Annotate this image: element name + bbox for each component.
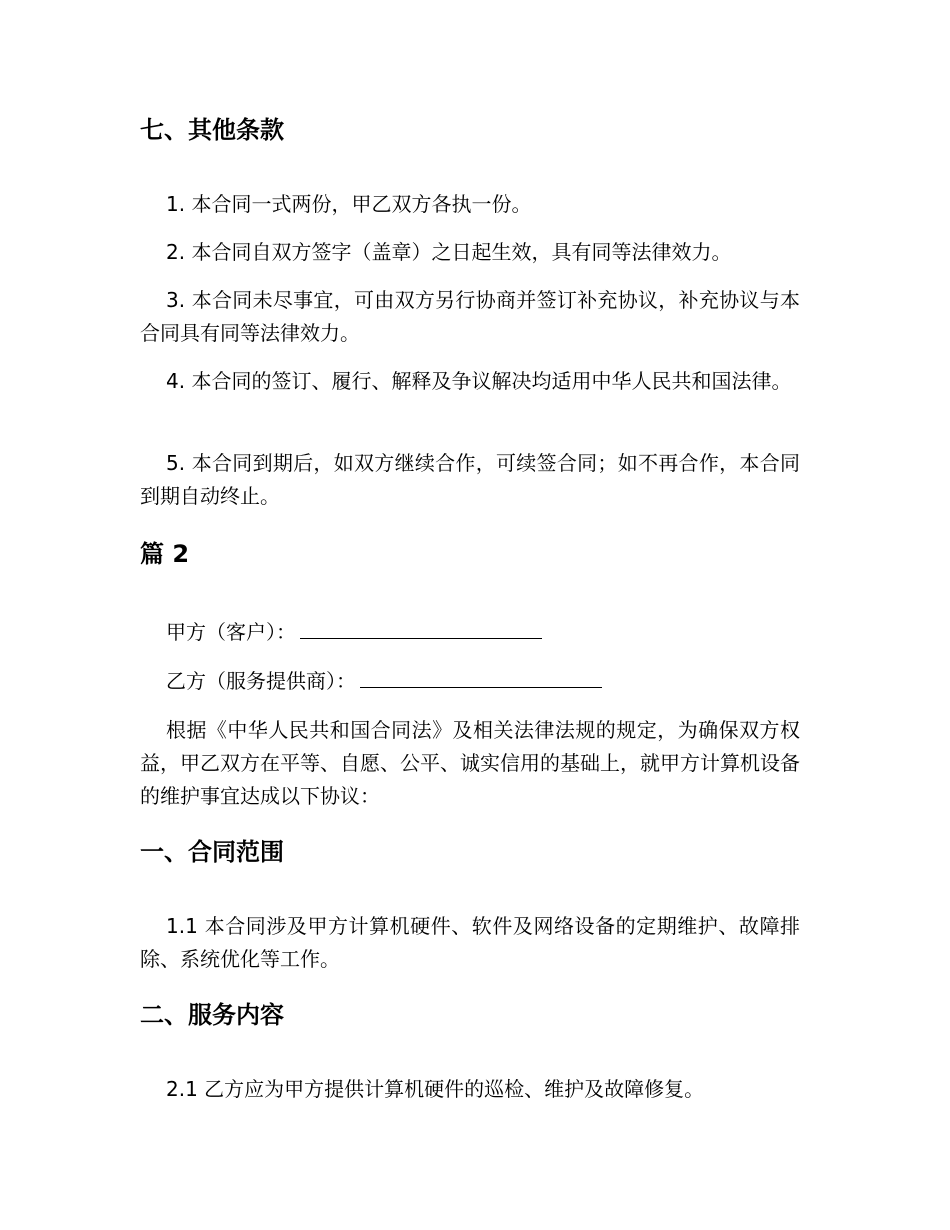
clause-7-2: 2. 本合同自双方签字（盖章）之日起生效，具有同等法律效力。 xyxy=(166,240,732,264)
part-2-heading: 篇 2 xyxy=(140,540,190,568)
party-b-line xyxy=(140,665,800,698)
clause-1-1: 1.1 本合同涉及甲方计算机硬件、软件及网络设备的定期维护、故障排除、系统优化等工作。 xyxy=(140,914,800,971)
clause-7-1: 1. 本合同一式两份，甲乙双方各执一份。 xyxy=(166,192,532,216)
party-b-blank-field xyxy=(360,667,602,688)
section-heading-other-terms: 七、其他条款 xyxy=(140,116,284,144)
party-a-blank-field xyxy=(300,618,542,639)
section-heading-services: 二、服务内容 xyxy=(140,1001,284,1029)
intro-paragraph: 根据《中华人民共和国合同法》及相关法律法规的规定，为确保双方权益，甲乙双方在平等、自愿、公平、诚实信用的基础上，就甲方计算机设备的维护事宜达成以下协议： xyxy=(140,718,800,808)
clause-7-5: 5. 本合同到期后，如双方继续合作，可续签合同；如不再合作，本合同到期自动终止。 xyxy=(140,451,800,508)
party-b-label: 乙方（服务提供商）： xyxy=(166,669,356,693)
clause-7-3: 3. 本合同未尽事宜，可由双方另行协商并签订补充协议，补充协议与本合同具有同等法律效力。 xyxy=(140,288,800,345)
party-a-label: 甲方（客户）： xyxy=(166,620,296,644)
clause-7-4: 4. 本合同的签订、履行、解释及争议解决均适用中华人民共和国法律。 xyxy=(166,369,792,393)
section-heading-scope: 一、合同范围 xyxy=(140,838,284,866)
party-a-line xyxy=(140,616,800,649)
clause-2-1: 2.1 乙方应为甲方提供计算机硬件的巡检、维护及故障修复。 xyxy=(166,1077,705,1101)
